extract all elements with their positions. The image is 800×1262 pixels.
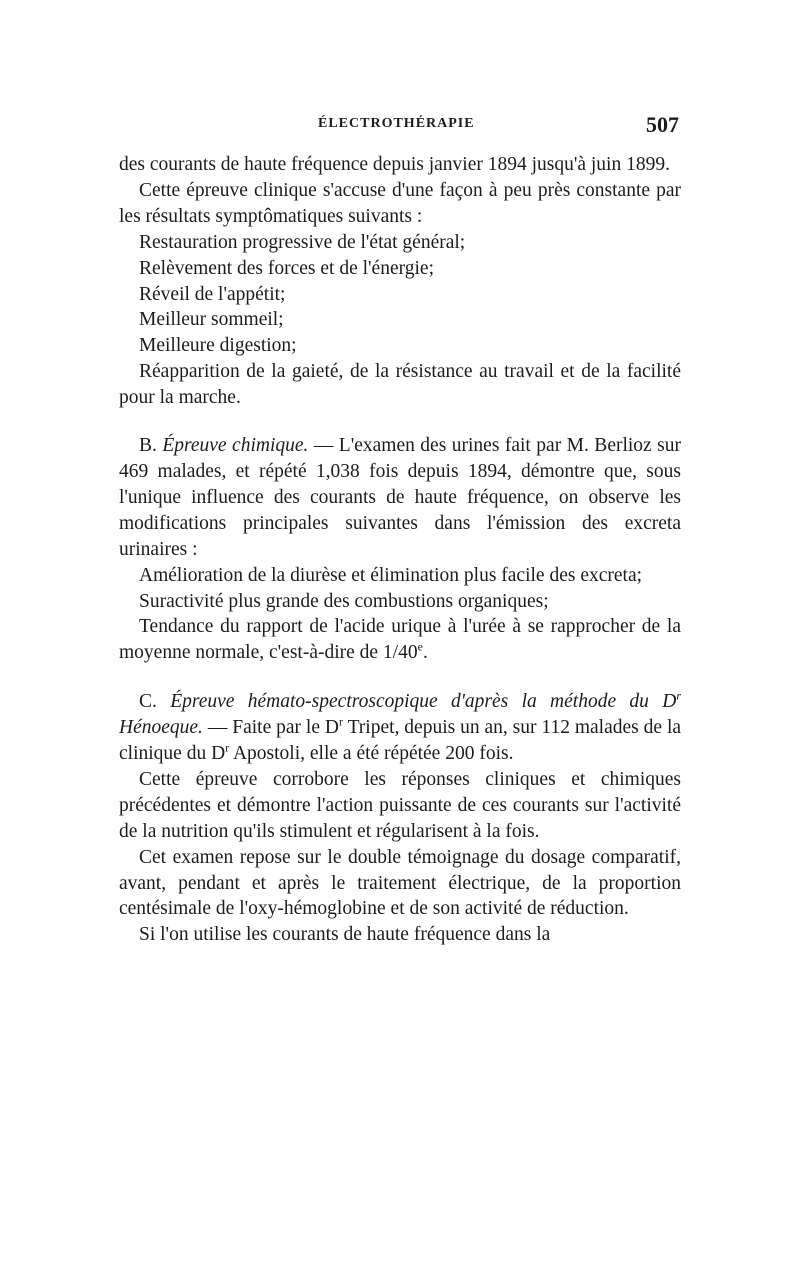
list-item: Meilleure digestion;	[139, 335, 297, 357]
paragraph-clinical-test: Cette épreuve clinique s'accuse d'une façon à peu près constante par les résultats symptômatiques suivants :	[119, 179, 681, 227]
section-b-paragraph	[119, 433, 681, 563]
page-number: 507	[646, 112, 679, 137]
list-item: Relèvement des forces et de l'énergie;	[139, 257, 434, 279]
section-c-title: Épreuve hémato-spectroscopique d'après la méthode du $D^r$ Hénoeque.	[119, 688, 682, 739]
running-header: ÉLECTROTHÉRAPIE	[318, 116, 475, 131]
list-item: Suractivité plus grande des combustions organiques;	[139, 590, 549, 612]
body-text	[119, 152, 681, 948]
list-item: Réapparition de la gaieté, de la résistance au travail et de la facilité pour la marche.	[119, 361, 681, 409]
paragraph-continuation: des courants de haute fréquence depuis janvier 1894 jusqu'à juin 1899.	[119, 154, 670, 175]
list-item: Restauration progressive de l'état général;	[139, 231, 466, 253]
section-c-letter: C.	[139, 691, 157, 713]
list-item: Amélioration de la diurèse et élimination plus facile des excreta;	[139, 564, 643, 586]
section-b-text: — L'examen des urines fait par M. Berlioz sur 469 malades, et répété 1,038 fois depuis 1894, démontre que, sous l'unique influence des courants de haute fréquence, on observe les modifications principales suivantes dans l'émission des excreta urinaires :	[119, 435, 681, 560]
section-c-paragraph: C. Épreuve hémato-spectroscopique d'après la méthode du $D^r$ Hénoeque. — Faite par le $D^r$ Tripet, depuis un an, sur 112 malades de la clinique du $D^r$ Apostoli, elle a été répétée 200 fois.	[119, 688, 682, 765]
paragraph-examination: Cet examen repose sur le double témoignage du dosage comparatif, avant, pendant et après le traitement électrique, de la proportion centésimale de l'oxy-hémoglobine et de son activité de réduction.	[119, 846, 681, 920]
list-item: Réveil de l'appétit;	[139, 283, 286, 305]
list-item: Meilleur sommeil;	[139, 309, 284, 331]
paragraph-high-frequency: Si l'on utilise les courants de haute fréquence dans la	[139, 924, 551, 946]
section-b-letter: B.	[139, 435, 157, 457]
paragraph-corroboration: Cette épreuve corrobore les réponses cliniques et chimiques précédentes et démontre l'action puissante de ces courants sur l'activité de la nutrition qu'ils stimulent et régularisent à la fois.	[119, 768, 681, 842]
list-item: Tendance du rapport de l'acide urique à l'urée à se rapprocher de la moyenne normale, c'est-à-dire de 1/40e.	[119, 616, 681, 664]
section-b-title: Épreuve chimique.	[162, 435, 309, 457]
